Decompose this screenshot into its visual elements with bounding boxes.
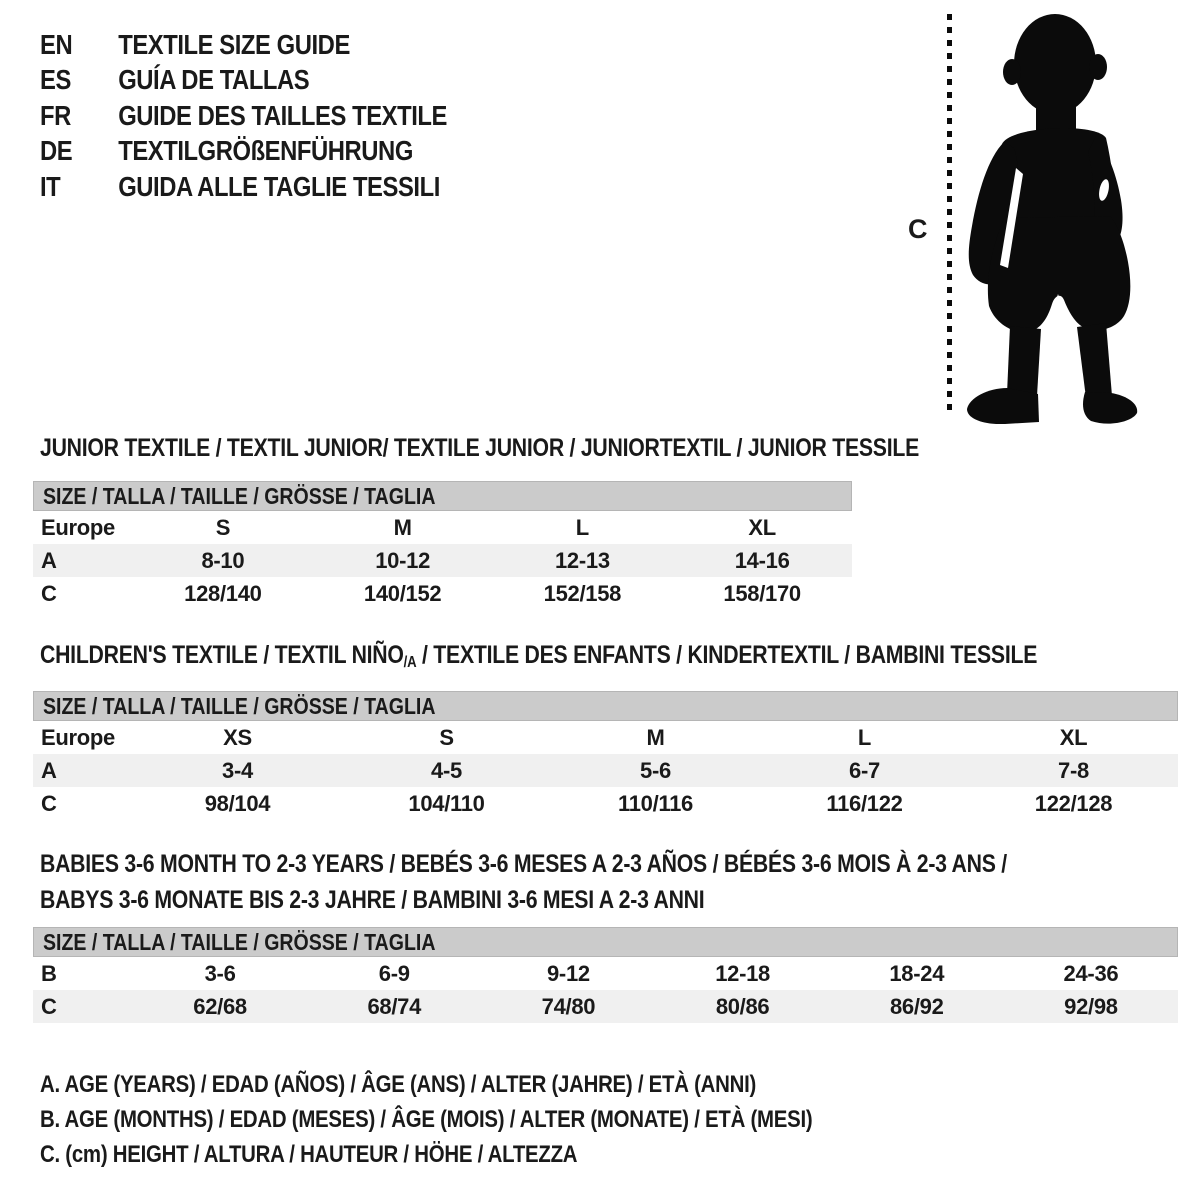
height-cell: 80/86 (715, 993, 770, 1019)
age-cell: 12-18 (715, 960, 770, 986)
age-cell: 10-12 (375, 547, 431, 573)
babies-section-title-line1: BABIES 3-6 MONTH TO 2-3 YEARS / BEBÉS 3-6 MESES A 2-3 AÑOS / BÉBÉS 3-6 MOIS À 2-3 ANS / (40, 850, 1007, 878)
row-label: B (41, 960, 57, 986)
legend-age-years: A. AGE (YEARS) / EDAD (AÑOS) / ÂGE (ANS) / ALTER (JAHRE) / ETÀ (ANNI) (40, 1071, 757, 1098)
row-label: C (41, 790, 57, 816)
row-label: A (41, 547, 57, 573)
size-header-bar (33, 927, 1178, 957)
size-cell: XL (1059, 724, 1088, 750)
height-dashed-line (947, 14, 952, 417)
size-header-label: SIZE / TALLA / TAILLE / GRÖSSE / TAGLIA (43, 928, 436, 955)
children-size-table (33, 691, 1178, 820)
height-cell: 116/122 (826, 790, 903, 816)
guide-title: TEXTILE SIZE GUIDE (118, 28, 350, 60)
language-row (40, 169, 447, 205)
table-row-height (33, 787, 1178, 820)
height-cell: 98/104 (204, 790, 271, 816)
baby-silhouette-icon (960, 12, 1142, 424)
row-label: A (41, 757, 57, 783)
height-cell: 140/152 (363, 580, 442, 606)
language-row (40, 98, 447, 134)
size-header-bar (33, 691, 1178, 721)
guide-title: TEXTILGRÖßENFÜHRUNG (118, 135, 413, 167)
language-row (40, 27, 447, 63)
age-cell: 14-16 (734, 547, 790, 573)
age-cell: 9-12 (547, 960, 590, 986)
age-cell: 24-36 (1063, 960, 1119, 986)
age-cell: 6-9 (378, 960, 410, 986)
height-cell: 104/110 (408, 790, 485, 816)
table-row-age (33, 544, 852, 577)
children-title-post: / TEXTILE DES ENFANTS / KINDERTEXTIL / BAMBINI TESSILE (416, 641, 1038, 669)
row-label: C (41, 580, 57, 606)
legend-age-months: B. AGE (MONTHS) / EDAD (MESES) / ÂGE (MOIS) / ALTER (MONATE) / ETÀ (MESI) (40, 1106, 813, 1133)
age-cell: 7-8 (1058, 757, 1089, 783)
language-title-list (40, 27, 519, 205)
language-row (40, 63, 447, 99)
age-cell: 12-13 (554, 547, 610, 573)
legend-height-cm: C. (cm) HEIGHT / ALTURA / HAUTEUR / HÖHE / ALTEZZA (40, 1141, 578, 1168)
table-row-months (33, 957, 1178, 990)
age-cell: 3-6 (204, 960, 236, 986)
table-row-height (33, 990, 1178, 1023)
row-label: C (41, 993, 57, 1019)
babies-section-title-line2: BABYS 3-6 MONATE BIS 2-3 JAHRE / BAMBINI 3-6 MESI A 2-3 ANNI (40, 886, 705, 914)
size-cell: S (439, 724, 454, 750)
language-code: IT (40, 170, 61, 202)
age-cell: 4-5 (431, 757, 462, 783)
size-header-label: SIZE / TALLA / TAILLE / GRÖSSE / TAGLIA (43, 692, 436, 719)
height-cell: 158/170 (723, 580, 801, 606)
age-cell: 3-4 (222, 757, 253, 783)
height-cell: 152/158 (543, 580, 622, 606)
height-label-c: C (908, 214, 928, 244)
height-cell: 122/128 (1034, 790, 1113, 816)
table-row-age (33, 754, 1178, 787)
height-cell: 110/116 (618, 790, 693, 816)
children-section-title (40, 641, 1037, 672)
age-cell: 5-6 (640, 757, 671, 783)
size-cell: L (575, 514, 589, 540)
size-cell: S (215, 514, 231, 540)
junior-section-title: JUNIOR TEXTILE / TEXTIL JUNIOR/ TEXTILE JUNIOR / JUNIORTEXTIL / JUNIOR TESSILE (40, 434, 920, 462)
age-cell: 18-24 (889, 960, 945, 986)
language-code: DE (40, 135, 73, 167)
guide-title: GUIDE DES TAILLES TEXTILE (118, 99, 447, 131)
height-cell: 86/92 (889, 993, 944, 1019)
table-row-height (33, 577, 852, 610)
language-code: EN (40, 28, 73, 60)
language-row (40, 134, 447, 170)
row-label: Europe (41, 724, 115, 750)
junior-size-table (33, 481, 852, 610)
babies-size-table (33, 927, 1178, 1023)
table-row-europe (33, 511, 852, 544)
height-cell: 74/80 (541, 993, 596, 1019)
height-cell: 62/68 (193, 993, 247, 1019)
size-cell: XL (748, 514, 776, 540)
size-cell: M (646, 724, 665, 750)
table-row-europe (33, 721, 1178, 754)
guide-title: GUIDA ALLE TAGLIE TESSILI (118, 170, 440, 202)
height-cell: 92/98 (1064, 993, 1118, 1019)
size-cell: M (393, 514, 412, 540)
height-cell: 68/74 (367, 993, 422, 1019)
size-header-bar (33, 481, 852, 511)
age-cell: 6-7 (849, 757, 880, 783)
row-label: Europe (41, 514, 115, 540)
children-title-sub: /A (403, 653, 417, 671)
language-code: FR (40, 99, 71, 131)
size-cell: XS (223, 724, 252, 750)
height-cell: 128/140 (184, 580, 262, 606)
children-title-pre: CHILDREN'S TEXTILE / TEXTIL NIÑO (40, 641, 404, 669)
age-cell: 8-10 (201, 547, 245, 573)
language-code: ES (40, 64, 71, 96)
size-cell: L (857, 724, 872, 750)
size-header-label: SIZE / TALLA / TAILLE / GRÖSSE / TAGLIA (43, 482, 436, 509)
guide-title: GUÍA DE TALLAS (118, 64, 310, 96)
